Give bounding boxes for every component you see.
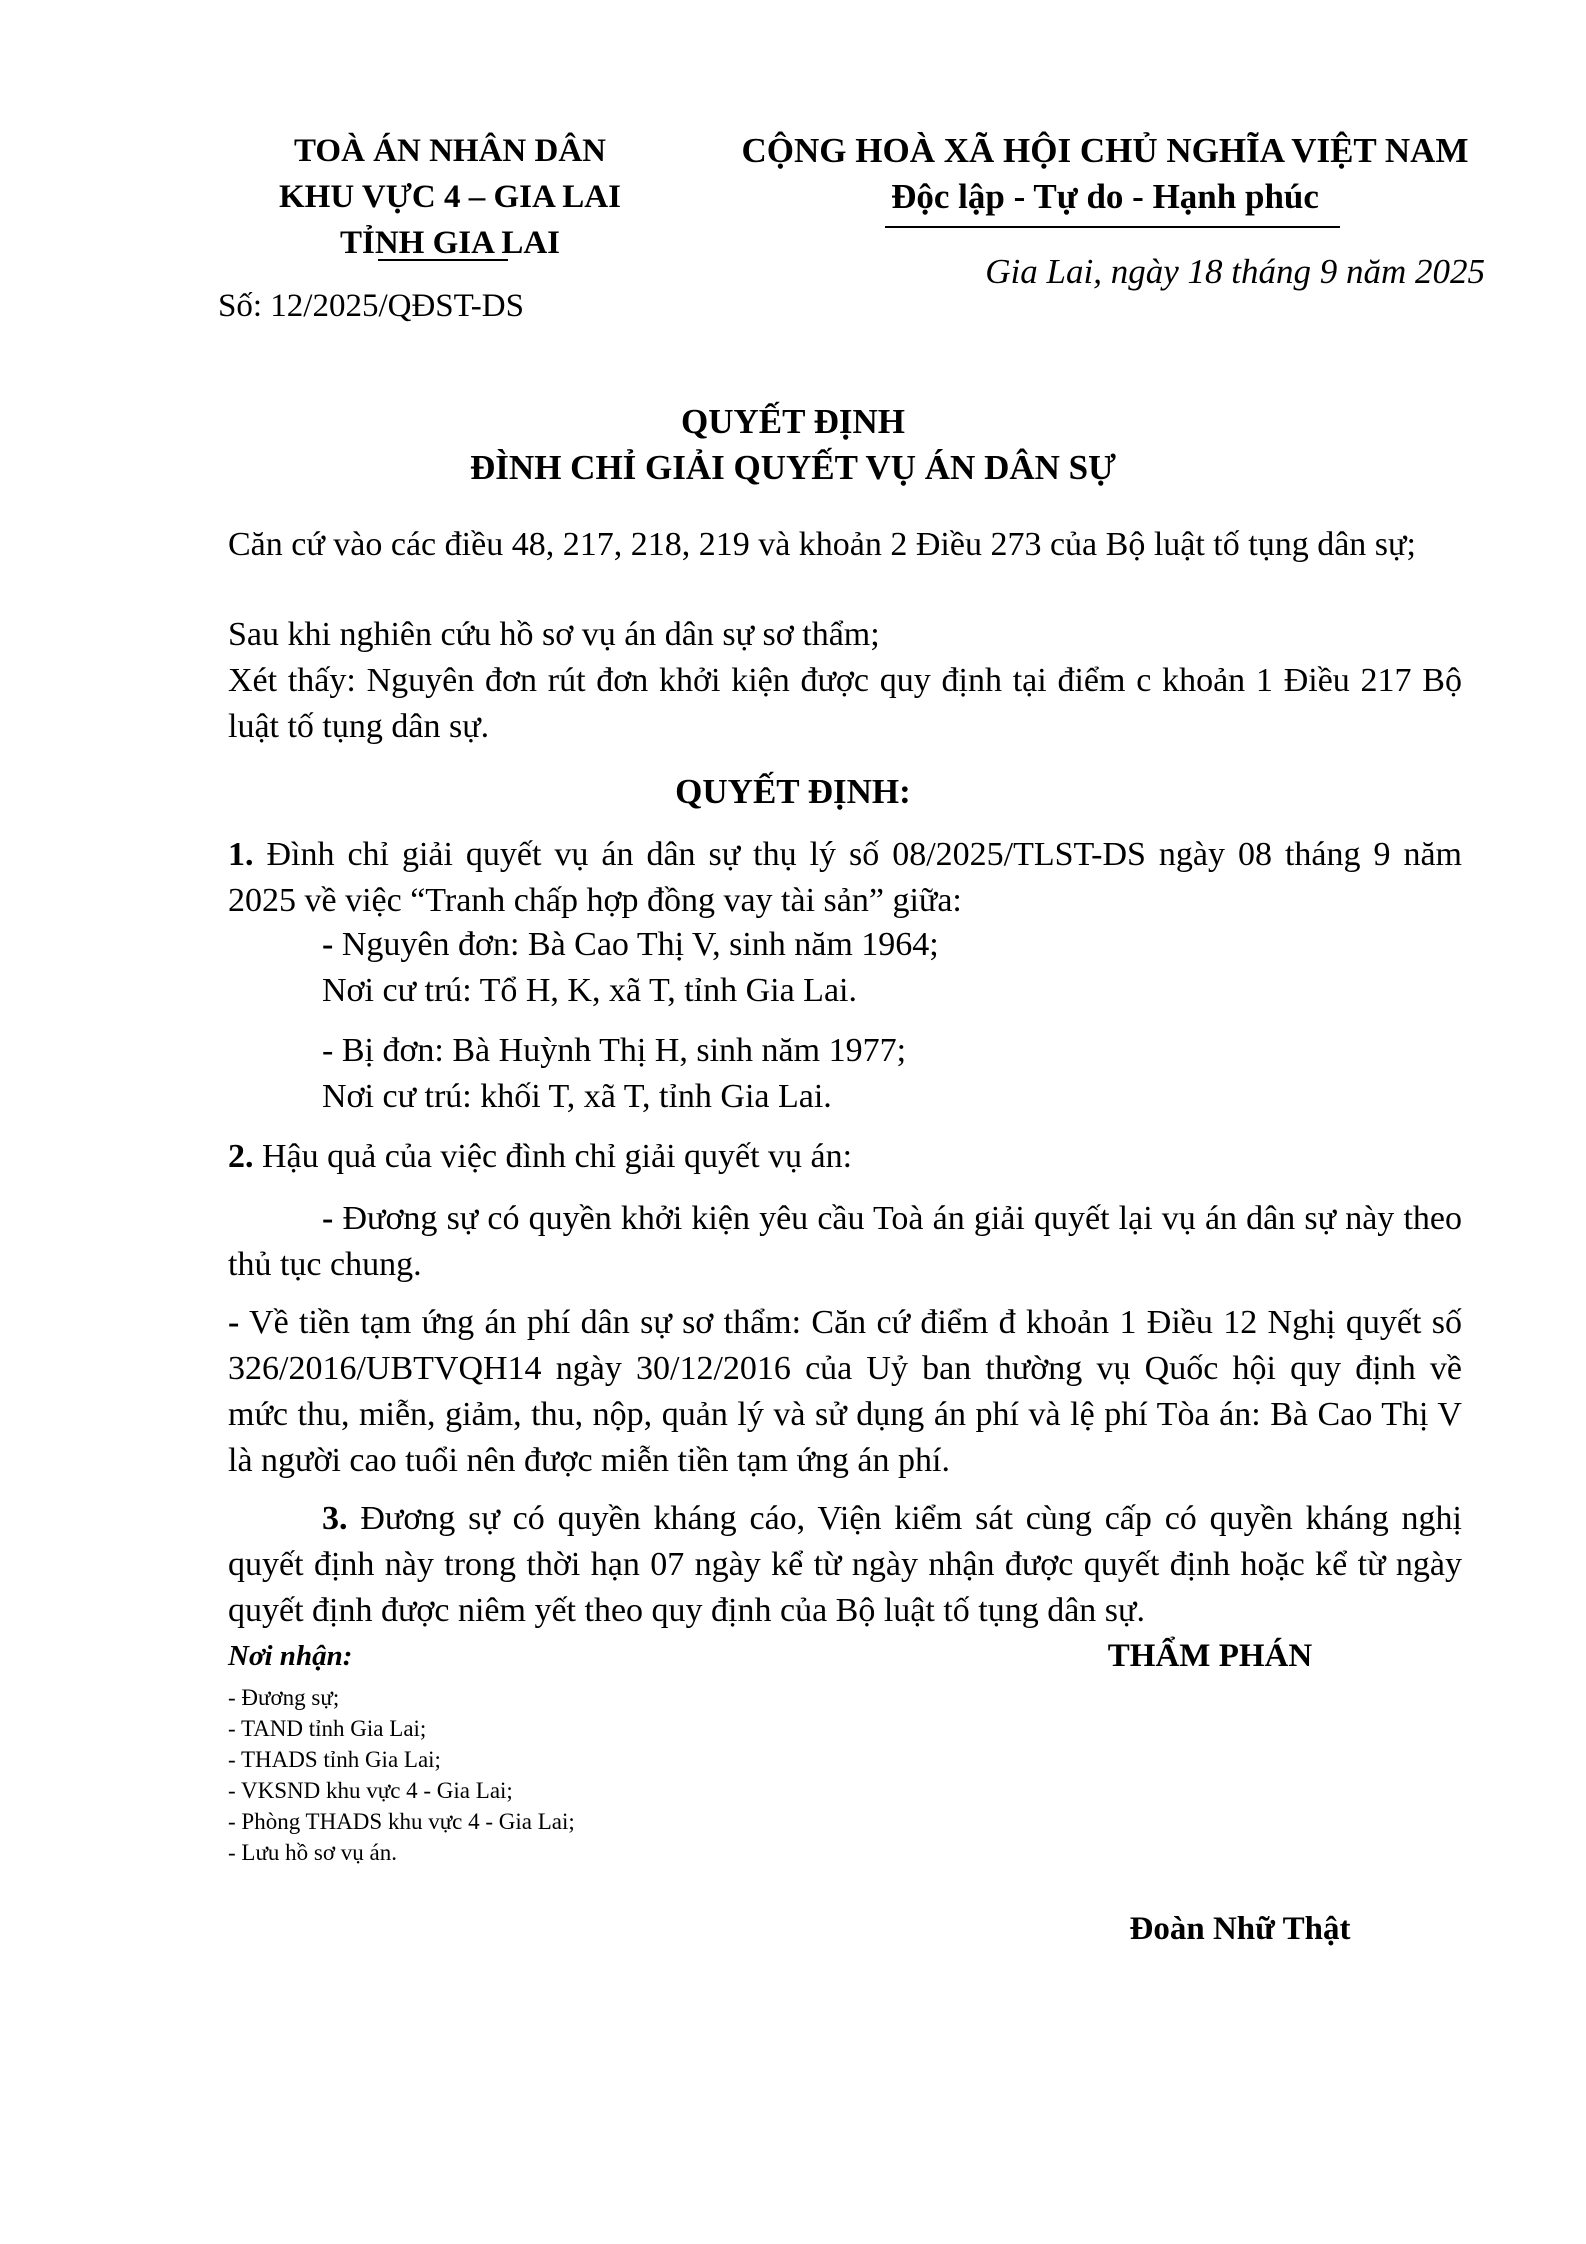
country-name: CỘNG HOÀ XÃ HỘI CHỦ NGHĨA VIỆT NAM <box>741 131 1469 170</box>
decision-item-2 <box>228 1134 1462 1180</box>
document-title: QUYẾT ĐỊNH <box>681 402 905 441</box>
decision-heading: QUYẾT ĐỊNH: <box>675 772 911 811</box>
national-header <box>725 128 1485 220</box>
court-name-line1: TOÀ ÁN NHÂN DÂN <box>294 133 606 169</box>
decision-item-2b <box>228 1300 1462 1484</box>
motto-underline <box>885 226 1340 228</box>
plaintiff-block <box>228 922 1462 1014</box>
item-text: Đương sự có quyền khởi kiện yêu cầu Toà án giải quyết lại vụ án dân sự này theo thủ tục chung. <box>228 1200 1462 1283</box>
court-name-line2: KHU VỰC 4 – GIA LAI <box>279 179 621 215</box>
preamble-finding: Xét thấy: Nguyên đơn rút đơn khởi kiện được quy định tại điểm c khoản 1 Điều 217 Bộ luật tố tụng dân sự. <box>228 662 1462 745</box>
recipient-item: - Lưu hồ sơ vụ án. <box>228 1840 397 1865</box>
dash: - <box>322 1200 334 1237</box>
signer-title: THẨM PHÁN <box>1107 1638 1313 1674</box>
defendant-info: - Bị đơn: Bà Huỳnh Thị H, sinh năm 1977; <box>322 1032 907 1069</box>
recipient-item: - THADS tỉnh Gia Lai; <box>228 1747 441 1772</box>
item-text: Đình chỉ giải quyết vụ án dân sự thụ lý số 08/2025/TLST-DS ngày 08 tháng 9 năm 2025 về việc “Tranh chấp hợp đồng vay tài sản” giữa: <box>228 836 1462 919</box>
defendant-block <box>228 1028 1462 1120</box>
recipient-item: - VKSND khu vực 4 - Gia Lai; <box>228 1778 513 1803</box>
document-number: Số: 12/2025/QĐST-DS <box>218 288 524 324</box>
decision-item-3 <box>228 1496 1462 1634</box>
item-text: Đương sự có quyền kháng cáo, Viện kiểm sát cùng cấp có quyền kháng nghị quyết định này trong thời hạn 07 ngày kể từ ngày nhận được quyết định hoặc kể từ ngày quyết định được niêm yết theo quy định của Bộ luật tố tụng dân sự. <box>228 1500 1462 1629</box>
recipient-item: - TAND tỉnh Gia Lai; <box>228 1716 427 1741</box>
court-underline <box>378 259 508 261</box>
preamble-review: Sau khi nghiên cứu hồ sơ vụ án dân sự sơ thẩm; <box>228 616 880 653</box>
item-text: Hậu quả của việc đình chỉ giải quyết vụ án: <box>253 1138 853 1175</box>
dash: - <box>322 926 334 963</box>
recipient-item: - Phòng THADS khu vực 4 - Gia Lai; <box>228 1809 575 1834</box>
decision-item-2a <box>228 1196 1462 1288</box>
item-number: 3. <box>322 1500 348 1537</box>
defendant-address: Nơi cư trú: khối T, xã T, tỉnh Gia Lai. <box>322 1078 832 1115</box>
court-header <box>230 128 670 266</box>
item-number: 2. <box>228 1138 254 1175</box>
issue-date: Gia Lai, ngày 18 tháng 9 năm 2025 <box>985 252 1485 291</box>
court-name-line3: TỈNH GIA LAI <box>339 225 561 261</box>
recipient-item: - Đương sự; <box>228 1685 340 1710</box>
preamble-basis: Căn cứ vào các điều 48, 217, 218, 219 và khoản 2 Điều 273 của Bộ luật tố tụng dân sự; <box>228 526 1416 563</box>
decision-item-1 <box>228 832 1462 924</box>
recipients-heading: Nơi nhận: <box>228 1640 353 1672</box>
document-subtitle: ĐÌNH CHỈ GIẢI QUYẾT VỤ ÁN DÂN SỰ <box>470 448 1116 487</box>
plaintiff-address: Nơi cư trú: Tổ H, K, xã T, tỉnh Gia Lai. <box>322 972 857 1009</box>
signer-name: Đoàn Nhữ Thật <box>1129 1911 1351 1947</box>
item-number: 1. <box>228 836 254 873</box>
recipients-list <box>228 1682 575 1868</box>
dash: - <box>228 1304 240 1341</box>
national-motto: Độc lập - Tự do - Hạnh phúc <box>891 177 1319 216</box>
item-text: Về tiền tạm ứng án phí dân sự sơ thẩm: Căn cứ điểm đ khoản 1 Điều 12 Nghị quyết số 326/2016/UBTVQH14 ngày 30/12/2016 của Uỷ ban thường vụ Quốc hội quy định về mức thu, miễn, giảm, thu, nộp, quản lý và sử dụng án phí và lệ phí Tòa án: Bà Cao Thị V là người cao tuổi nên được miễn tiền tạm ứng án phí. <box>228 1304 1462 1479</box>
plaintiff-info: Nguyên đơn: Bà Cao Thị V, sinh năm 1964; <box>333 926 939 963</box>
